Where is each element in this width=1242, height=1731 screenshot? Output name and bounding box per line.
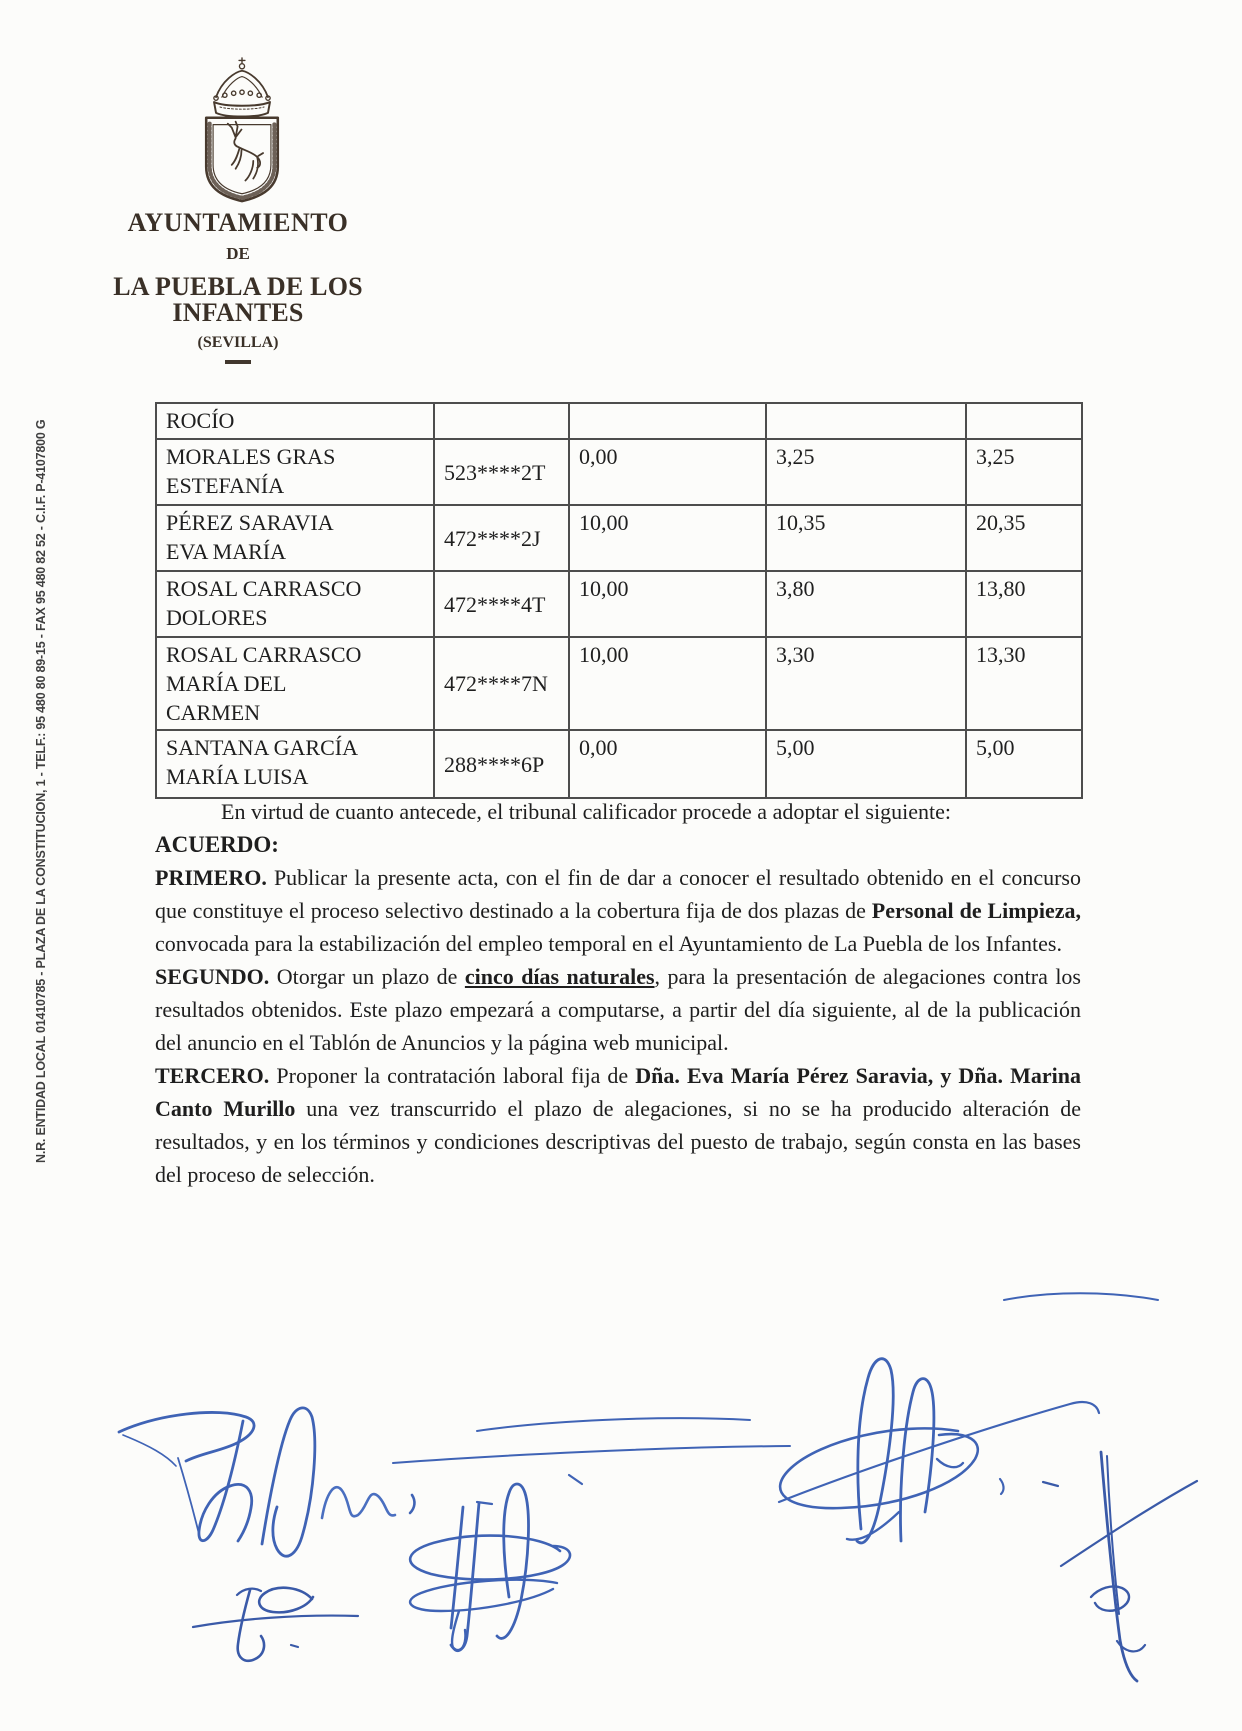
cell-dni: 472****4T	[434, 571, 569, 637]
cell-score1: 10,00	[569, 637, 766, 730]
cell-name: ROCÍO	[156, 403, 434, 439]
cell-score2: 3,25	[766, 439, 966, 505]
org-name-line2: DE	[226, 244, 250, 263]
intro-paragraph: En virtud de cuanto antecede, el tribunal calificador procede a adoptar el siguiente:	[221, 799, 951, 824]
cell-score1: 0,00	[569, 439, 766, 505]
org-name-line3: LA PUEBLA DE LOS INFANTES	[113, 272, 363, 327]
cell-total: 5,00	[966, 730, 1082, 798]
cell-score2: 3,30	[766, 637, 966, 730]
paragraph-tercero: TERCERO. Proponer la contratación laboral fija de Dña. Eva María Pérez Saravia, y Dña. Marina Canto Murillo una vez transcurrido el plazo de alegaciones, si no se ha producido alteración de resultados, y en los términos y condiciones descriptivas del puesto de trabajo, según consta en las bases del proceso de selección.	[155, 1063, 1081, 1187]
org-name-line1: AYUNTAMIENTO	[127, 208, 349, 237]
signature-3	[393, 1418, 790, 1651]
cell-total: 13,80	[966, 571, 1082, 637]
cell-dni: 472****7N	[434, 637, 569, 730]
signature-2	[193, 1588, 358, 1661]
cell-total: 20,35	[966, 505, 1082, 571]
org-province: (SEVILLA)	[197, 334, 279, 351]
cell-score2: 3,80	[766, 571, 966, 637]
cell-dni: 523****2T	[434, 439, 569, 505]
paragraph-primero: PRIMERO. Publicar la presente acta, con el fin de dar a conocer el resultado obtenido en el concurso que constituye el proceso selectivo destinado a la cobertura fija de dos plazas de Personal de Limpieza, convocada para la estabilización del empleo temporal en el Ayuntamiento de La Puebla de los Infantes.	[155, 865, 1081, 956]
cell-dni: 472****2J	[434, 505, 569, 571]
cell-score1: 10,00	[569, 571, 766, 637]
paragraph-segundo: SEGUNDO. Otorgar un plazo de cinco días naturales, para la presentación de alegaciones contra los resultados obtenidos. Este plazo empezará a computarse, a partir del día siguiente, al de la publicación del anuncio en el Tablón de Anuncios y la página web municipal.	[155, 964, 1081, 1055]
acuerdo-heading: ACUERDO:	[155, 832, 279, 857]
cell-score2: 10,35	[766, 505, 966, 571]
signature-4	[779, 1293, 1158, 1543]
cell-name: MORALES GRAS ESTEFANÍA	[156, 439, 434, 505]
signature-5	[1043, 1452, 1197, 1681]
cell-name: ROSAL CARRASCO MARÍA DEL CARMEN	[156, 637, 434, 730]
cell-score2: 5,00	[766, 730, 966, 798]
cell-dni: 288****6P	[434, 730, 569, 798]
cell-name: PÉREZ SARAVIA EVA MARÍA	[156, 505, 434, 571]
cell-total: 3,25	[966, 439, 1082, 505]
cell-score1: 10,00	[569, 505, 766, 571]
entity-registration-sidebar-text: N.R. ENTIDAD LOCAL 01410785 - PLAZA DE LA CONSTITUCION, 1 - TELF.: 95 480 80 89-15 - FAX 95 480 82 52 - C.I.F. P-4107800 G	[34, 419, 48, 1163]
cell-name: ROSAL CARRASCO DOLORES	[156, 571, 434, 637]
cell-score1: 0,00	[569, 730, 766, 798]
cell-total: 13,30	[966, 637, 1082, 730]
signature-1	[119, 1408, 414, 1556]
cell-name: SANTANA GARCÍA MARÍA LUISA	[156, 730, 434, 798]
